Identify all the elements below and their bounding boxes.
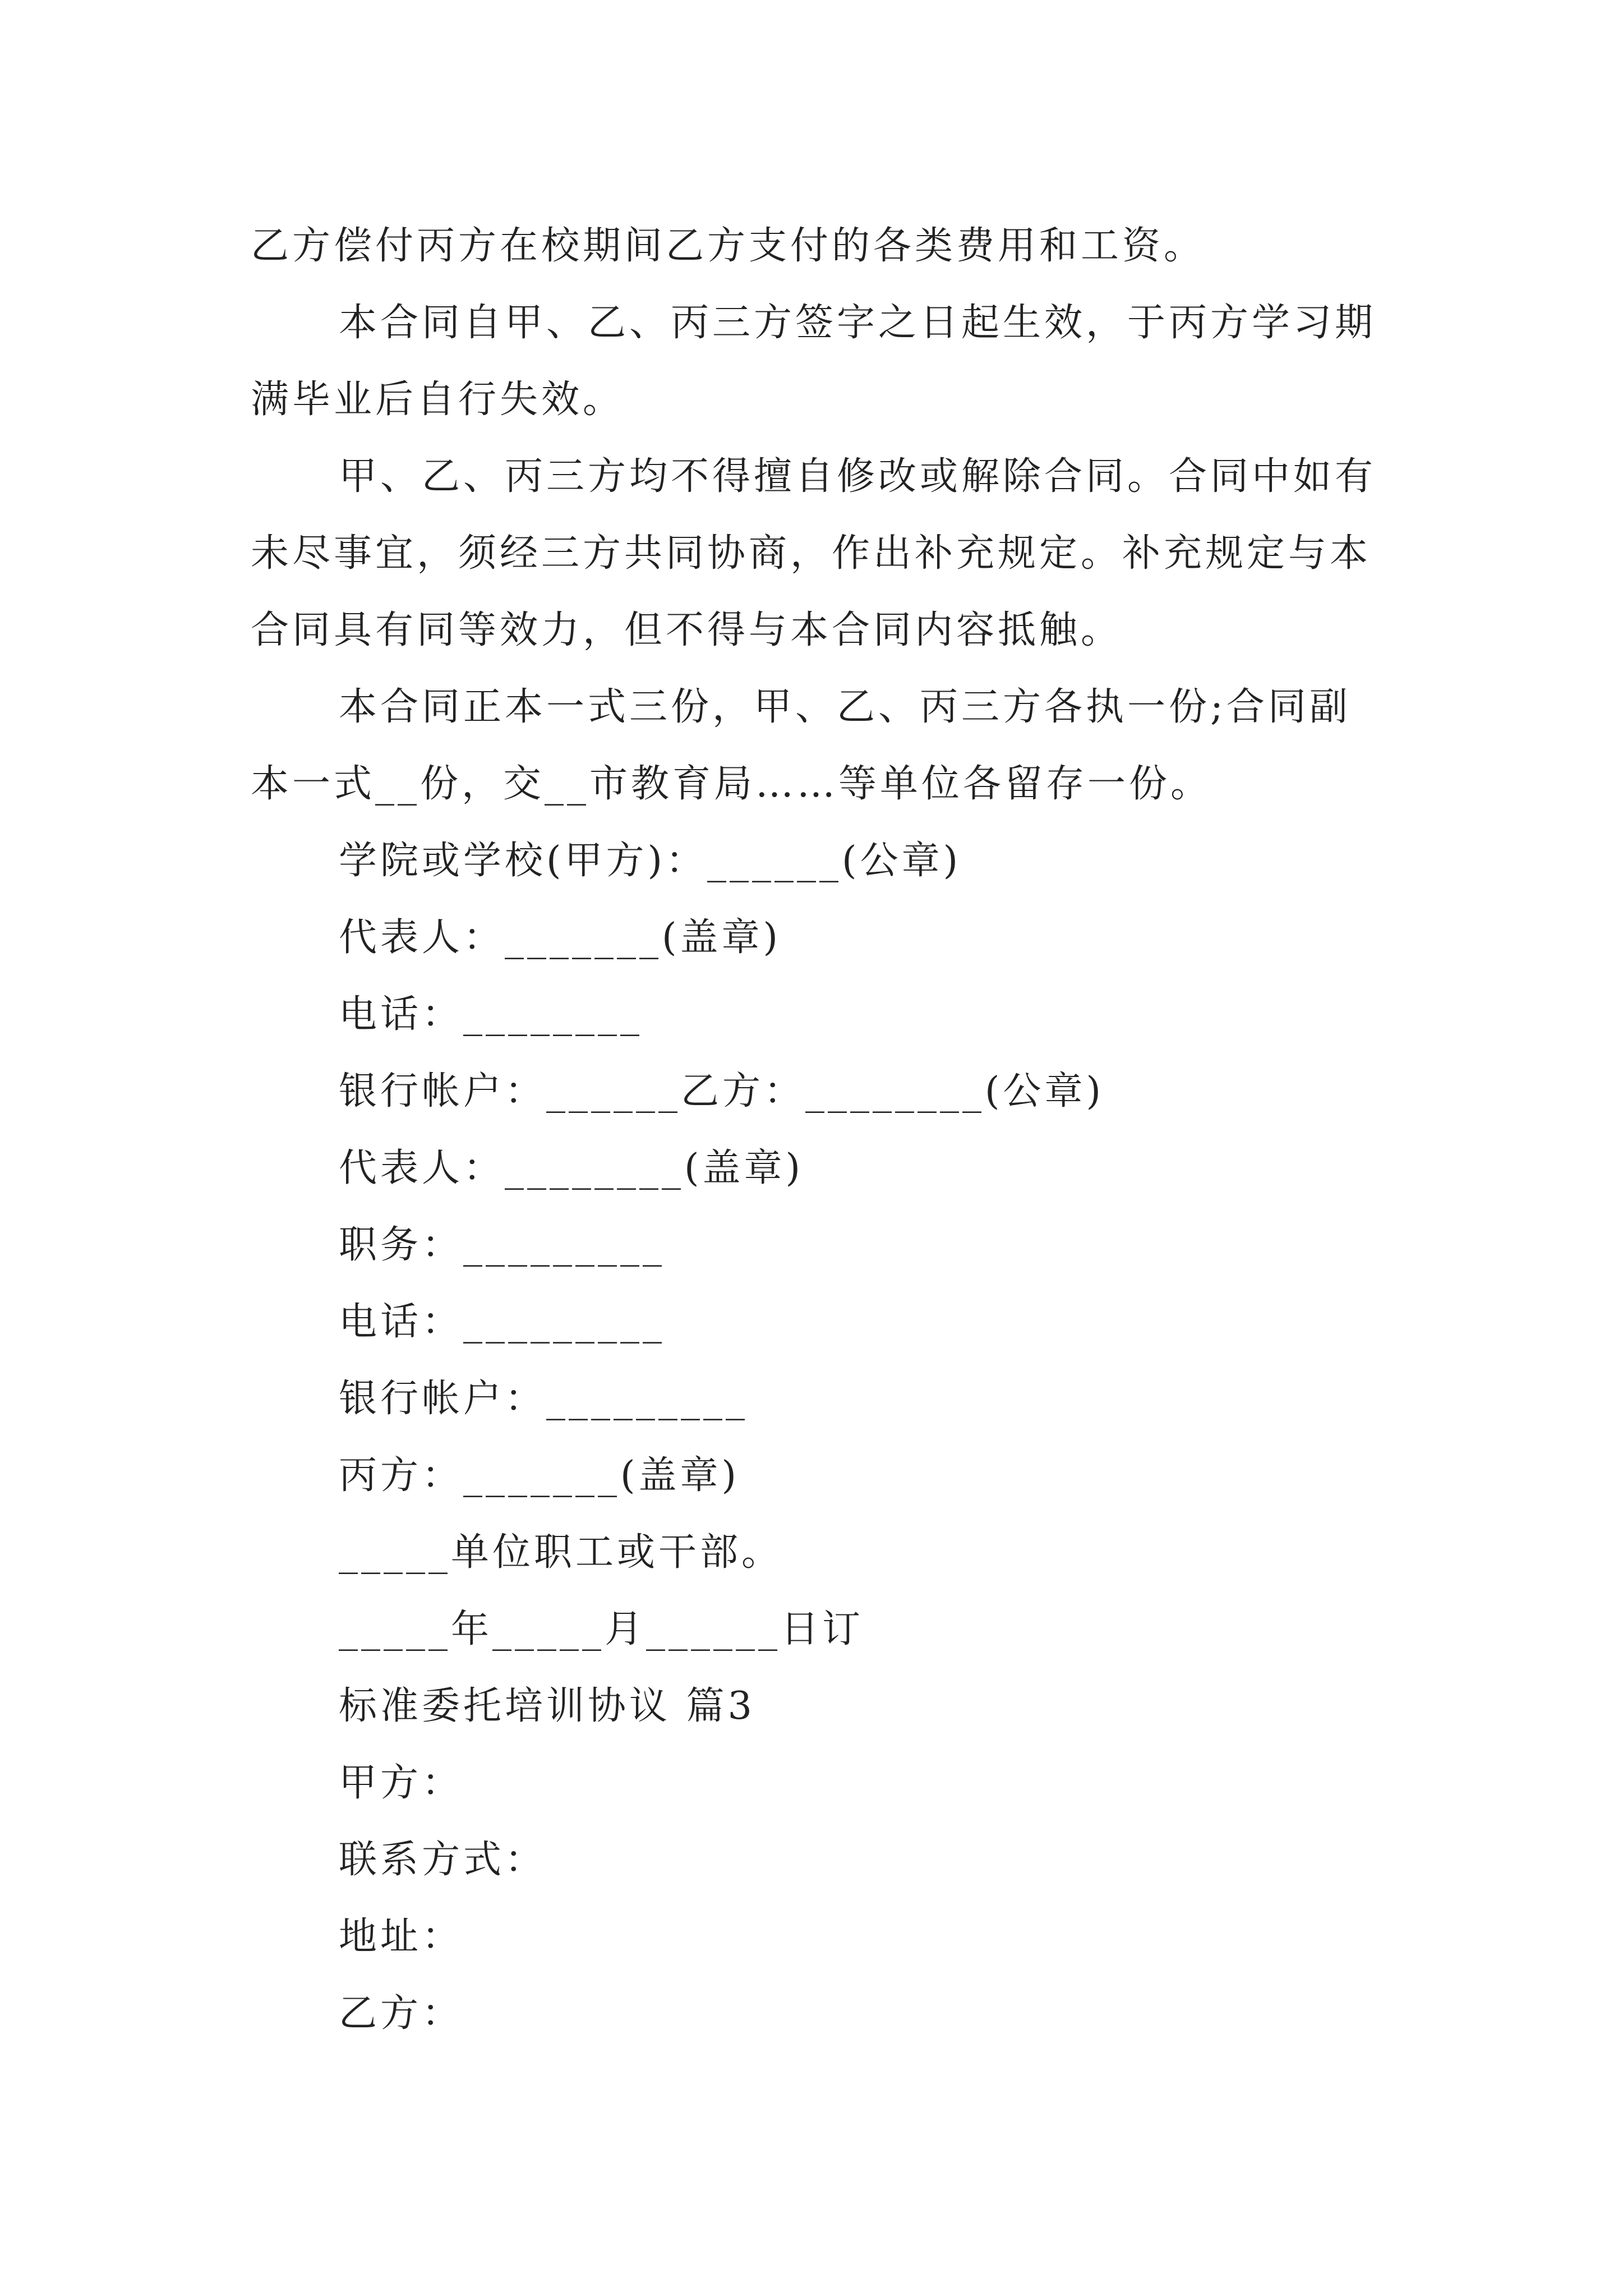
party-a-school-line: 学院或学校(甲方)：______(公章) [339,839,962,883]
party-b-phone-line: 电话：_________ [339,1300,666,1344]
signing-date-line: _____年_____月______日订 [339,1607,864,1651]
contact-label: 联系方式： [339,1838,547,1882]
party-b-position-line: 职务：_________ [339,1223,666,1267]
paragraph-continued: 乙方偿付丙方在校期间乙方支付的各类费用和工资。 [251,224,1206,268]
party-a-representative-line: 代表人：_______(盖章) [339,915,782,960]
paragraph-modification: 甲、乙、丙三方均不得擅自修改或解除合同。合同中如有未尽事宜，须经三方共同协商，作出补充规定。补充规定与本合同具有同等效力，但不得与本合同内容抵触。 [251,454,1377,652]
document-body [251,208,1389,2052]
party-a-label: 甲方： [339,1761,464,1805]
paragraph-copies: 本合同正本一式三份，甲、乙、丙三方各执一份;合同副本一式__份，交__市教育局……等单位各留存一份。 [251,685,1351,806]
party-b-label: 乙方： [339,1991,464,2036]
paragraph-effective-date: 本合同自甲、乙、丙三方签字之日起生效，于丙方学习期满毕业后自行失效。 [251,301,1377,422]
party-a-phone-line: 电话：________ [339,992,643,1037]
address-label: 地址： [339,1915,464,1959]
party-b-representative-line: 代表人：________(盖章) [339,1146,804,1190]
party-c-unit-line: _____单位职工或干部。 [339,1530,783,1575]
party-c-line: 丙方：_______(盖章) [339,1453,740,1498]
party-a-bank-party-b-line: 银行帐户：______乙方：________(公章) [339,1069,1105,1114]
party-b-bank-line: 银行帐户：_________ [339,1377,749,1421]
section-title: 标准委托培训协议 篇3 [339,1684,755,1728]
